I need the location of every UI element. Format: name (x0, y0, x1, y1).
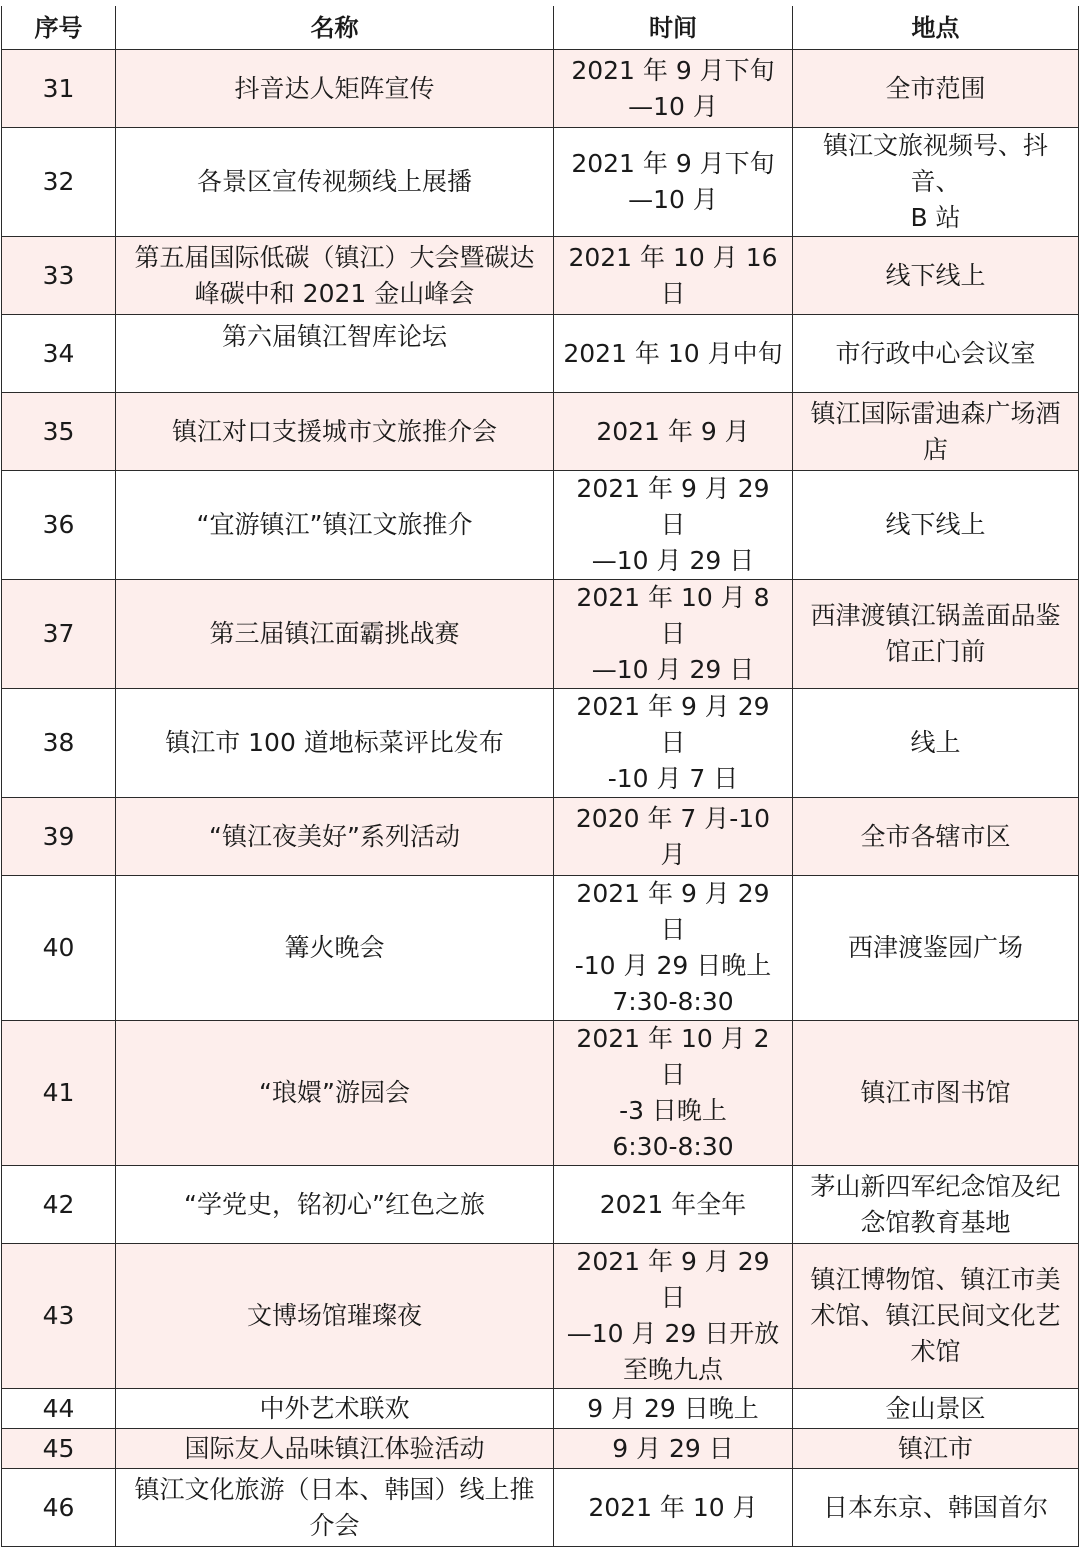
events-table (1, 6, 1079, 1547)
cell-time: 2021 年 9 月 29 日 —10 月 29 日 (554, 471, 793, 580)
cell-name: 中外艺术联欢 (116, 1389, 554, 1429)
cell-name: “镇江夜美好”系列活动 (116, 798, 554, 876)
cell-no: 42 (2, 1166, 116, 1244)
table-row (2, 128, 1079, 237)
table-row (2, 237, 1079, 315)
cell-place: 西津渡镇江锅盖面品鉴 馆正门前 (793, 580, 1079, 689)
cell-no: 45 (2, 1429, 116, 1469)
cell-name: “宜游镇江”镇江文旅推介 (116, 471, 554, 580)
cell-name: 镇江市 100 道地标菜评比发布 (116, 689, 554, 798)
cell-name: 抖音达人矩阵宣传 (116, 50, 554, 128)
cell-time: 2021 年 10 月 8 日 —10 月 29 日 (554, 580, 793, 689)
cell-name: 第三届镇江面霸挑战赛 (116, 580, 554, 689)
cell-place: 线下线上 (793, 237, 1079, 315)
header-place: 地点 (793, 6, 1079, 50)
cell-time: 9 月 29 日晚上 (554, 1389, 793, 1429)
cell-no: 43 (2, 1244, 116, 1389)
cell-place: 西津渡鉴园广场 (793, 876, 1079, 1021)
table-row (2, 689, 1079, 798)
cell-no: 40 (2, 876, 116, 1021)
cell-place: 金山景区 (793, 1389, 1079, 1429)
cell-place: 镇江市 (793, 1429, 1079, 1469)
cell-no: 34 (2, 315, 116, 393)
table-row (2, 876, 1079, 1021)
header-name: 名称 (116, 6, 554, 50)
cell-time: 2021 年 9 月 29 日 -10 月 29 日晚上 7:30-8:30 (554, 876, 793, 1021)
cell-name: 文博场馆璀璨夜 (116, 1244, 554, 1389)
table-row (2, 50, 1079, 128)
table-row (2, 315, 1079, 393)
cell-name: “琅嬛”游园会 (116, 1021, 554, 1166)
cell-place: 全市范围 (793, 50, 1079, 128)
cell-name: 第五届国际低碳（镇江）大会暨碳达 峰碳中和 2021 金山峰会 (116, 237, 554, 315)
cell-name: “学党史，铭初心”红色之旅 (116, 1166, 554, 1244)
cell-place: 线上 (793, 689, 1079, 798)
cell-time: 2021 年 10 月 (554, 1469, 793, 1547)
cell-name: 国际友人品味镇江体验活动 (116, 1429, 554, 1469)
cell-time: 2020 年 7 月-10 月 (554, 798, 793, 876)
cell-time: 2021 年 9 月 29 日 -10 月 7 日 (554, 689, 793, 798)
cell-place: 全市各辖市区 (793, 798, 1079, 876)
cell-place: 茅山新四军纪念馆及纪 念馆教育基地 (793, 1166, 1079, 1244)
cell-no: 46 (2, 1469, 116, 1547)
header-row (2, 6, 1079, 50)
cell-no: 39 (2, 798, 116, 876)
cell-name: 镇江对口支援城市文旅推介会 (116, 393, 554, 471)
cell-name: 第六届镇江智库论坛 (116, 315, 554, 393)
cell-no: 36 (2, 471, 116, 580)
cell-place: 镇江文旅视频号、抖音、 B 站 (793, 128, 1079, 237)
cell-time: 2021 年 9 月下旬 —10 月 (554, 50, 793, 128)
table-row (2, 1021, 1079, 1166)
cell-no: 33 (2, 237, 116, 315)
cell-time: 2021 年 10 月 2 日 -3 日晚上 6:30-8:30 (554, 1021, 793, 1166)
table-row (2, 580, 1079, 689)
table-row (2, 798, 1079, 876)
cell-place: 镇江国际雷迪森广场酒 店 (793, 393, 1079, 471)
cell-no: 31 (2, 50, 116, 128)
cell-place: 线下线上 (793, 471, 1079, 580)
header-time: 时间 (554, 6, 793, 50)
cell-no: 32 (2, 128, 116, 237)
cell-name: 镇江文化旅游（日本、韩国）线上推 介会 (116, 1469, 554, 1547)
cell-no: 35 (2, 393, 116, 471)
table-row (2, 1429, 1079, 1469)
table-row (2, 1469, 1079, 1547)
table-row (2, 1389, 1079, 1429)
cell-no: 41 (2, 1021, 116, 1166)
cell-time: 2021 年 9 月下旬 —10 月 (554, 128, 793, 237)
cell-time: 9 月 29 日 (554, 1429, 793, 1469)
cell-place: 市行政中心会议室 (793, 315, 1079, 393)
table-row (2, 393, 1079, 471)
cell-time: 2021 年 9 月 29 日 —10 月 29 日开放 至晚九点 (554, 1244, 793, 1389)
cell-place: 镇江市图书馆 (793, 1021, 1079, 1166)
cell-time: 2021 年全年 (554, 1166, 793, 1244)
cell-time: 2021 年 10 月 16 日 (554, 237, 793, 315)
header-no: 序号 (2, 6, 116, 50)
cell-time: 2021 年 10 月中旬 (554, 315, 793, 393)
cell-no: 44 (2, 1389, 116, 1429)
cell-no: 38 (2, 689, 116, 798)
cell-place: 日本东京、韩国首尔 (793, 1469, 1079, 1547)
cell-time: 2021 年 9 月 (554, 393, 793, 471)
cell-name: 篝火晚会 (116, 876, 554, 1021)
table-row (2, 471, 1079, 580)
cell-place: 镇江博物馆、镇江市美 术馆、镇江民间文化艺 术馆 (793, 1244, 1079, 1389)
table-row (2, 1166, 1079, 1244)
cell-no: 37 (2, 580, 116, 689)
cell-name: 各景区宣传视频线上展播 (116, 128, 554, 237)
